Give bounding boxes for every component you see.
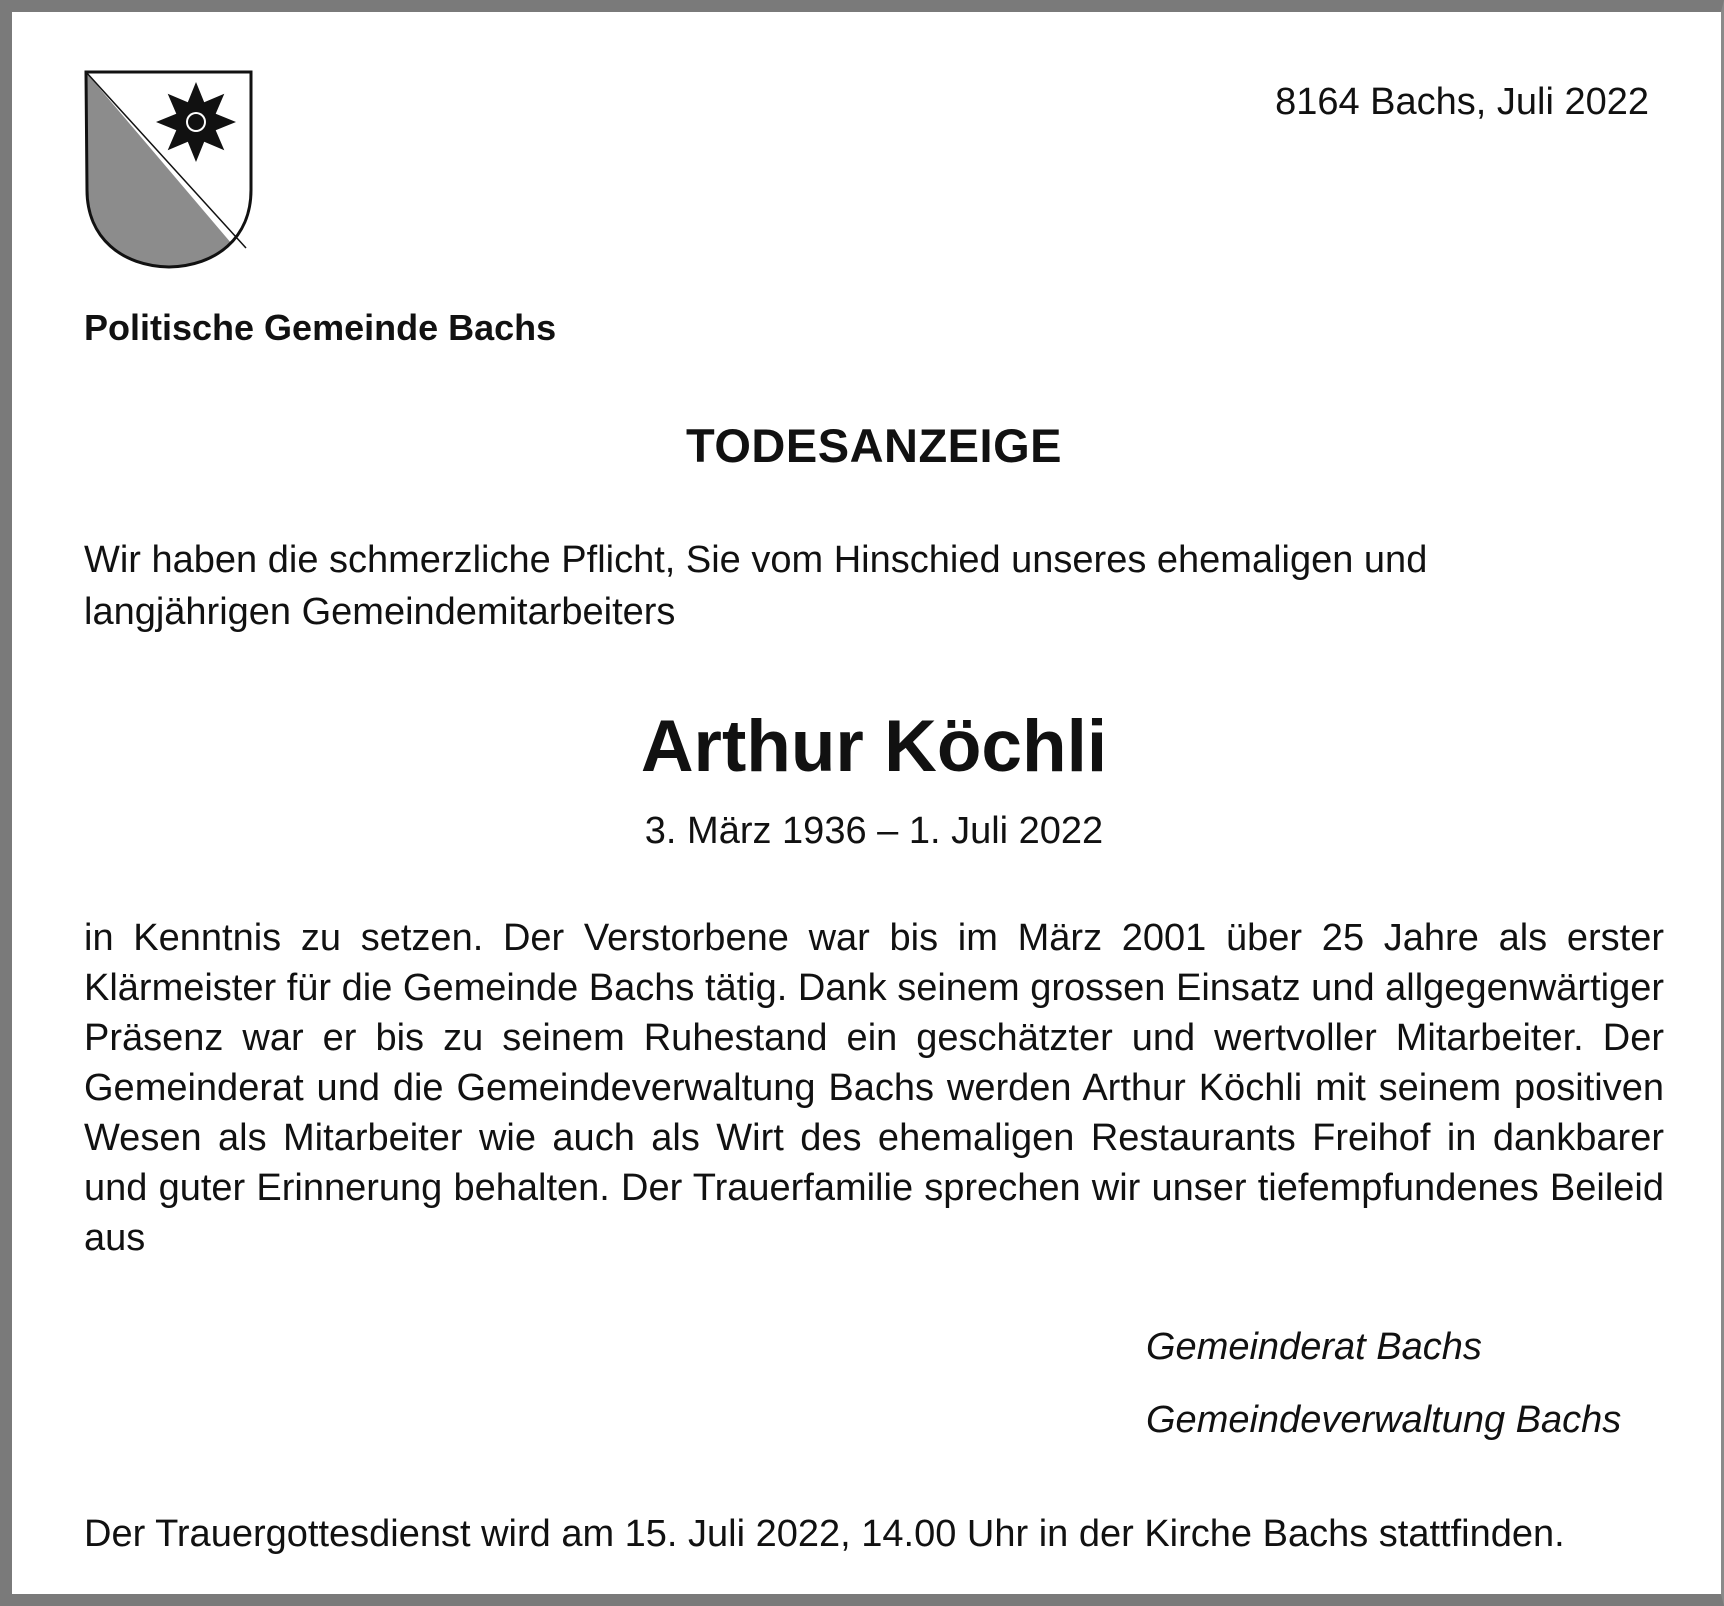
signature-administration: Gemeindeverwaltung Bachs [1146, 1399, 1622, 1441]
signature-block [1146, 1322, 1621, 1468]
intro-text: Wir haben die schmerzliche Pflicht, Sie vom Hinschied unseres ehemaligen und langjährigen Gemeindemitarbeiters [84, 539, 1428, 633]
life-dates: 3. März 1936 – 1. Juli 2022 [644, 810, 1104, 852]
signature-council: Gemeinderat Bachs [1146, 1326, 1482, 1368]
notice-body: in Kenntnis zu setzen. Der Verstorbene war bis im März 2001 über 25 Jahre als erster Klärmeister für die Gemeinde Bachs tätig. Dank seinem grossen Einsatz und allgegenwärtiger Präsenz war er bis zu seinem Ruhestand ein geschätzter und wertvoller Mitarbeiter. Der Gemeinderat und die Gemeindeverwaltung Bachs werden Arthur Köchli mit seinem positiven Wesen als Mitarbeiter wie auch als Wirt des ehemaligen Restaurants Freihof in dankbarer und guter Erinnerung behalten. Der Trauerfamilie sprechen wir unser tiefempfundenes Beileid aus [84, 917, 1664, 1259]
deceased-name: Arthur Köchli [640, 706, 1108, 787]
coat-of-arms-star-icon [84, 70, 254, 270]
authority-name: Politische Gemeinde Bachs [84, 307, 557, 348]
funeral-service-info: Der Trauergottesdienst wird am 15. Juli 2022, 14.00 Uhr in der Kirche Bachs stattfinden. [84, 1513, 1565, 1555]
place-date: 8164 Bachs, Juli 2022 [1275, 81, 1649, 123]
notice-title: TODESANZEIGE [686, 419, 1062, 472]
